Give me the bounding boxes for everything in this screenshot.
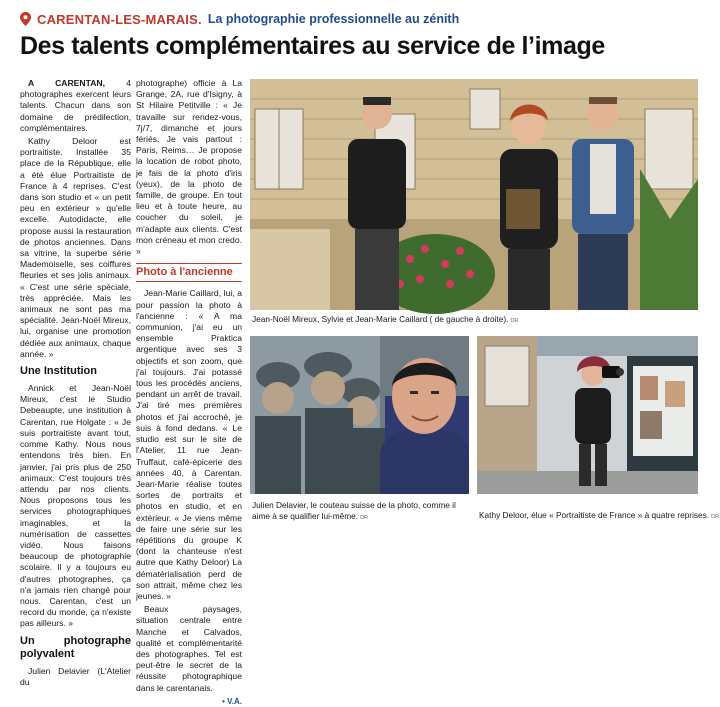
paragraph: Julien Delavier (L'Atelier du — [20, 665, 131, 687]
paragraph: A CARENTAN, 4 photographes exercent leurs talents. Chacun dans son domaine de prédilection, complémentaires. — [20, 78, 131, 133]
storefront-photographer-image — [477, 336, 698, 494]
photo-credit: DR — [360, 514, 369, 521]
paragraph: Jean-Marie Caillard, lui, a pour passion la photo à l'ancienne : « A ma communion, j'ai eu un ensemble Praktica argentique avec ses 3 objectifs et son zoom, que j'ai toujours. J'ai potassé tous les procédés anciens, pendant un arrêt de travail. J'ai tiré mes premières photos et j'ai accroché, je suis à fond dedans. « Le studio est sur le site de l'Atelier, 11 rue Jean-Truffaut, café-épicerie des années 40, à Carentan. Jean-Marie réalise toutes sortes de portraits et photos en studio, et en extérieur. « Je viens même de faire une série sur les répétitions du groupe K (dont la chanteuse n'est autre que Kathy Deloor) La dématérialisation perd de son attrait, même chez les jeunes. » — [136, 288, 242, 601]
mural-selfie-image — [250, 336, 469, 494]
kicker — [20, 8, 459, 30]
author-signature: • V.A. — [222, 696, 242, 706]
photographers-group-image — [250, 79, 698, 310]
article-column-2 — [136, 78, 242, 707]
selfie-photo — [250, 336, 469, 494]
storefront-photo-caption: Kathy Deloor, élue « Portraitiste de France » à quatre reprises. DR — [479, 510, 720, 520]
main-photo-caption: Jean-Noël Mireux, Sylvie et Jean-Marie Caillard ( de gauche à droite). DR — [252, 314, 519, 324]
town-name: CARENTAN-LES-MARAIS. — [37, 11, 202, 27]
main-photo — [250, 79, 698, 310]
paragraph: photographe) officie à La Grange, 2A, rue d'Isigny, à St Hilaire Petitville : « Je travaille sur rendez-vous, 7j/7, dimanche et jours fériés. Je vais partout : Paris, Reims… Je propose la location de robot photo, je fais de la photo d'iris (yeux), de la photo de famille, de groupe. En tout lieu et à toute heure, au coucher du soleil, je m'adapte aux clients. C'est mon créneau et mon credo. » — [136, 78, 242, 257]
article-column-1 — [20, 78, 131, 690]
subheading: Une Institution — [20, 365, 97, 378]
subheading: Un photographe polyvalent — [20, 634, 131, 660]
photo-credit: DR — [711, 514, 720, 520]
section-heading: Photo à l'ancienne — [136, 263, 242, 282]
photo-credit: DR — [510, 318, 519, 324]
topic-line: La photographie professionnelle au zénith — [207, 12, 460, 26]
paragraph: Annick et Jean-Noël Mireux, c'est le Studio Debeaupte, une institution à Carentan, rue Holgate : « Je suis portraitiste avant tout, comme Kathy. Nous nous entendons très bien. En janvier, j'ai pris plus de 250 animaux. C'est toujours très attendu par nos clients. Nous proposons tous les services photographiques imaginables, et la numérisation de cassettes vidéo. Nous faisons beaucoup de photographie scolaire. Il y a toujours eu d'autres photographes, ça n'a jamais rien changé pour nous. Carentan, c'est un record du monde, ça n'existe pas ailleurs. » — [20, 383, 131, 629]
location-pin-icon — [20, 12, 31, 26]
selfie-photo-caption: Julien Delavier, le couteau suisse de la photo, comme il aime à se qualifier lui-même. DR — [252, 500, 456, 521]
paragraph: Kathy Deloor est portraitiste. Installée 35 place de la République, elle a été élue Portraitiste de France à 4 reprises. C'est dans son studio et « un petit peu en extérieur » qu'elle excelle. Autodidacte, elle propose aussi la restauration de photos anciennes. Dans sa vitrine, la superbe série Mademoiselle, ses coiffures fleuries et ses jolis animaux. « C'est une série spéciale, très appréciée. Mais les animaux ne sont pas ma spécialité. Jean-Noël Mireux, lui, organise une promotion dédiée aux animaux, chaque année. » — [20, 136, 131, 359]
storefront-photo — [477, 336, 698, 494]
paragraph: Beaux paysages, situation centrale entre Manche et Calvados, qualité et complémentarité des photographes. Tel est peut-être le secret de la réussite photographique dans le carentanais. — [136, 604, 242, 693]
page-title: Des talents complémentaires au service de l’image — [20, 32, 605, 60]
dateline: A CARENTAN, — [28, 78, 106, 88]
